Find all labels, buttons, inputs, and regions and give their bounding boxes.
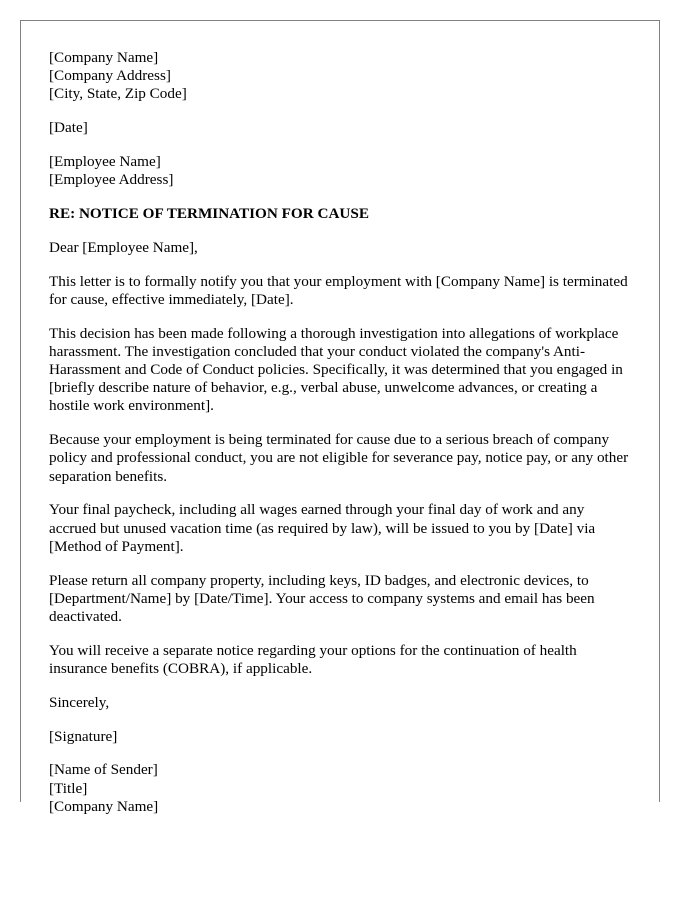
recipient-employee-address: [Employee Address] (49, 171, 174, 189)
letter-body (49, 49, 635, 832)
paragraph-notification: This letter is to formally notify you that your employment with [Company Name] is terminated for cause, effective immediately, [Date]. (49, 272, 628, 308)
paragraph-investigation: This decision has been made following a thorough investigation into allegations of workplace harassment. The investigation concluded that your conduct violated the company's Anti-Harassment and Code of Conduct policies. Specifically, it was determined that you engaged in [briefly describe nature of behavior, e.g., verbal abuse, unwelcome advances, or creating a hostile work environment]. (49, 324, 623, 415)
sender-address-block (49, 49, 635, 104)
letter-date: [Date] (49, 119, 88, 137)
paragraph-cobra: You will receive a separate notice regarding your options for the continuation of health insurance benefits (COBRA), if applicable. (49, 641, 577, 678)
sender-company-address: [Company Address] (49, 67, 171, 85)
signer-block (49, 761, 635, 816)
signer-name: [Name of Sender] (49, 761, 158, 779)
sender-city-state-zip: [City, State, Zip Code] (49, 85, 187, 103)
paragraph-company-property: Please return all company property, including keys, ID badges, and electronic devices, to [Department/Name] by [Date/Time]. Your access to company systems and email has been deactivated. (49, 571, 595, 626)
subject-line: RE: NOTICE OF TERMINATION FOR CAUSE (49, 205, 369, 222)
recipient-employee-name: [Employee Name] (49, 153, 161, 170)
recipient-address-block (49, 153, 635, 189)
letter-page (20, 20, 660, 815)
paragraph-severance: Because your employment is being terminated for cause due to a serious breach of company policy and professional conduct, you are not eligible for severance pay, notice pay, or any other separation benefits. (49, 431, 629, 485)
signature-placeholder: [Signature] (49, 727, 118, 745)
closing: Sincerely, (49, 693, 110, 711)
salutation: Dear [Employee Name], (49, 238, 198, 256)
sender-company-name: [Company Name] (49, 49, 159, 66)
signer-company-name: [Company Name] (49, 797, 159, 815)
paragraph-final-paycheck: Your final paycheck, including all wages earned through your final day of work and any accrued but unused vacation time (as required by law), will be issued to you by [Date] via [Method of Payment]. (49, 501, 596, 555)
signer-title: [Title] (49, 779, 88, 797)
